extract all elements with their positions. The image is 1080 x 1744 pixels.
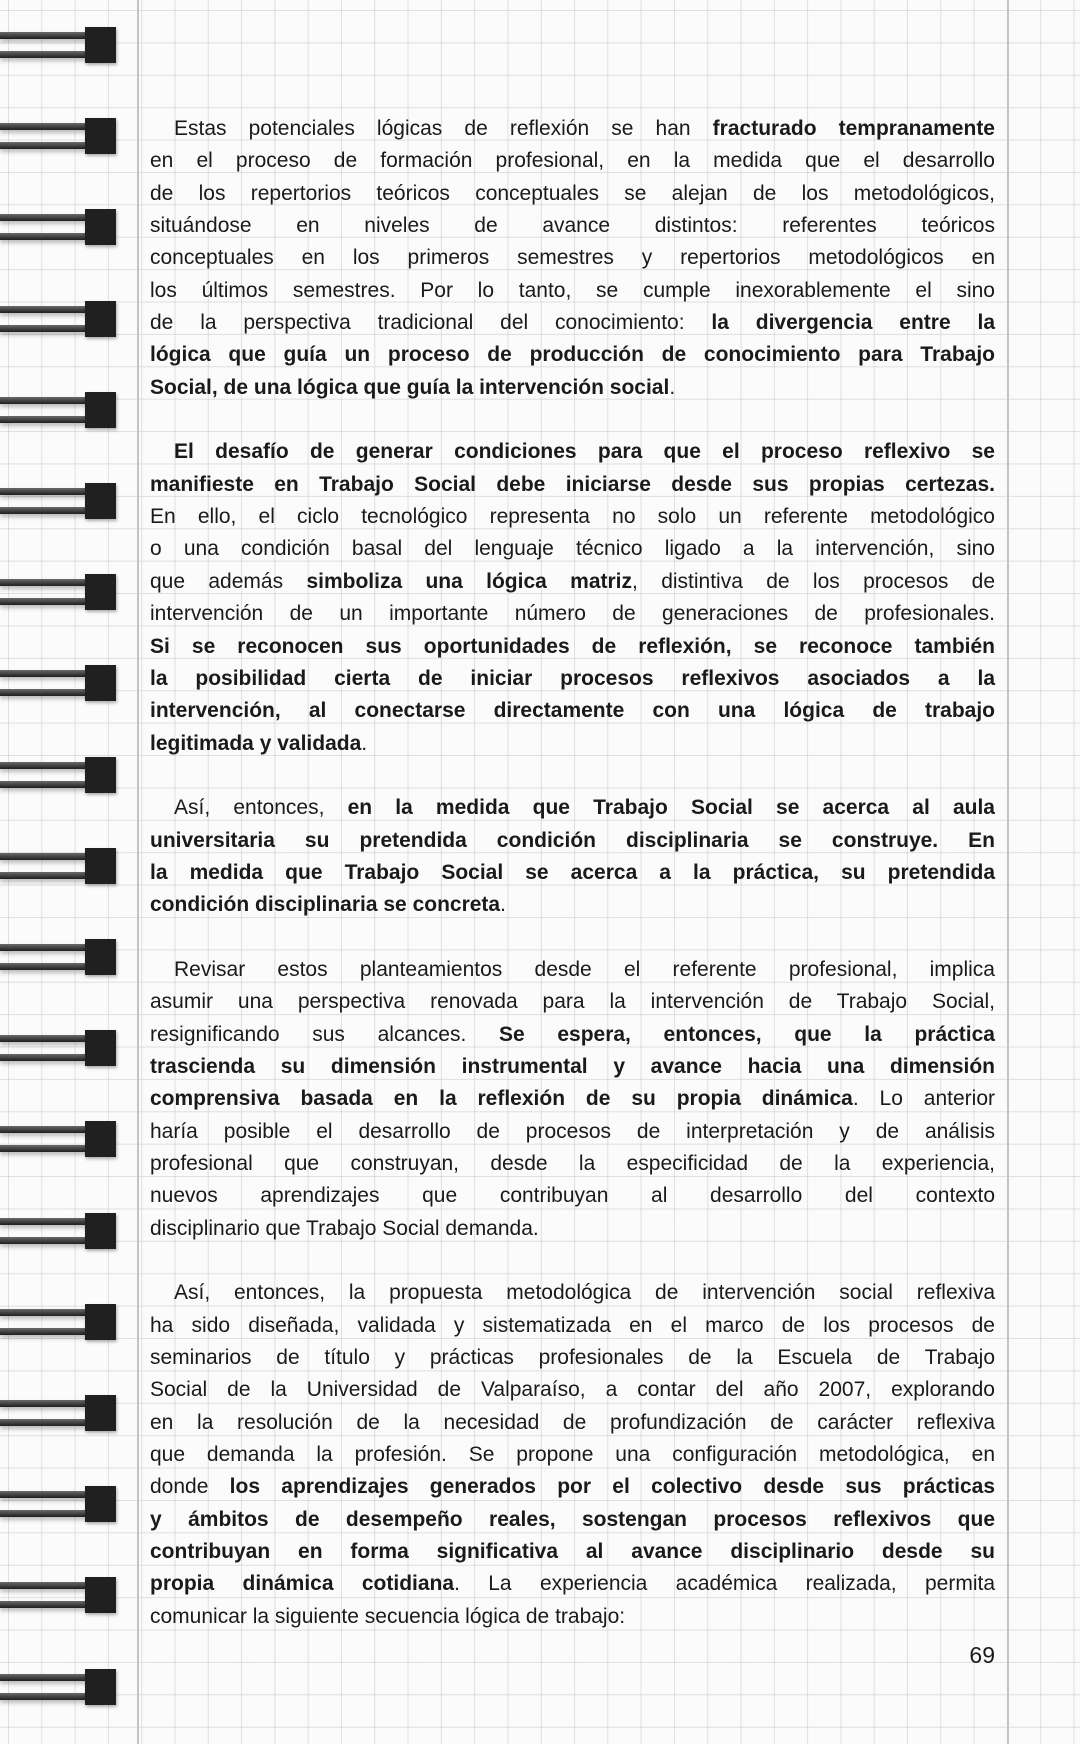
text: los últimos semestres. Por lo tanto, se cumple inexorablemente el sino bbox=[150, 278, 995, 302]
text: que además bbox=[150, 569, 307, 593]
spiral-ring bbox=[0, 117, 118, 157]
spiral-ring bbox=[0, 26, 118, 66]
text-line bbox=[150, 598, 995, 630]
text: . La experiencia académica realizada, permita bbox=[454, 1572, 995, 1596]
text-line bbox=[150, 178, 995, 210]
spiral-ring bbox=[0, 1394, 118, 1434]
text-line bbox=[150, 469, 995, 501]
bold-text: la divergencia entre la bbox=[711, 311, 995, 335]
text-line bbox=[150, 1568, 995, 1600]
bold-text: trascienda su dimensión instrumental y avance hacia una dimensión bbox=[150, 1054, 995, 1078]
text: ha sido diseñada, validada y sistematizada en el marco de los procesos de bbox=[150, 1313, 995, 1337]
spiral-ring bbox=[0, 1576, 118, 1616]
text-line bbox=[150, 986, 995, 1018]
spiral-ring bbox=[0, 573, 118, 613]
text: . Lo anterior bbox=[852, 1087, 995, 1111]
text: comunicar la siguiente secuencia lógica de trabajo: bbox=[150, 1604, 626, 1628]
text: disciplinario que Trabajo Social demanda. bbox=[150, 1216, 539, 1240]
text-line bbox=[150, 663, 995, 695]
text: . bbox=[669, 375, 676, 399]
text: intervención de un importante número de generaciones de profesionales. bbox=[150, 602, 995, 626]
text: donde bbox=[150, 1475, 230, 1499]
text-line bbox=[150, 1083, 995, 1115]
spiral-ring bbox=[0, 1485, 118, 1525]
text: en la resolución de la necesidad de profundización de carácter reflexiva bbox=[150, 1410, 995, 1434]
text-line bbox=[150, 1374, 995, 1406]
text: de los repertorios teóricos conceptuales se alejan de los metodológicos, bbox=[150, 181, 995, 205]
text-line bbox=[150, 1504, 995, 1536]
bold-text: fracturado tempranamente bbox=[712, 117, 995, 140]
text: nuevos aprendizajes que contribuyan al desarrollo del contexto bbox=[150, 1184, 995, 1208]
spiral-ring bbox=[0, 300, 118, 340]
text-line bbox=[150, 113, 995, 145]
bold-text: Si se reconocen sus oportunidades de reflexión, se reconoce también bbox=[150, 634, 995, 658]
spiral-ring bbox=[0, 482, 118, 522]
bold-text: legitimada y validada bbox=[150, 731, 362, 755]
text-line bbox=[150, 1051, 995, 1083]
text-line bbox=[150, 210, 995, 242]
bold-text: condición disciplinaria se concreta bbox=[150, 893, 501, 917]
bold-text: la medida que Trabajo Social se acerca a la práctica, su pretendida bbox=[150, 860, 995, 884]
paragraph-gap bbox=[150, 760, 995, 792]
spiral-ring bbox=[0, 1029, 118, 1069]
text: Así, entonces, bbox=[174, 796, 348, 820]
text-line bbox=[150, 275, 995, 307]
text-line bbox=[150, 792, 995, 824]
text: Revisar estos planteamientos desde el referente profesional, implica bbox=[174, 957, 995, 981]
text: , distintiva de los procesos de bbox=[632, 569, 996, 593]
text-line bbox=[150, 1277, 995, 1309]
text-line bbox=[150, 372, 995, 404]
text: conceptuales en los primeros semestres y repertorios metodológicos en bbox=[150, 246, 995, 270]
text-line bbox=[150, 1471, 995, 1503]
bold-text: comprensiva basada en la reflexión de su propia dinámica bbox=[150, 1087, 853, 1111]
spiral-ring bbox=[0, 756, 118, 796]
text-line bbox=[150, 1601, 995, 1633]
left-margin-line bbox=[137, 0, 139, 1744]
spiral-ring bbox=[0, 938, 118, 978]
text-line bbox=[150, 1180, 995, 1212]
text-line bbox=[150, 889, 995, 921]
spiral-ring bbox=[0, 1120, 118, 1160]
paragraph-gap bbox=[150, 1245, 995, 1277]
text: . bbox=[361, 731, 368, 755]
text: Social de la Universidad de Valparaíso, a contar del año 2007, explorando bbox=[150, 1378, 995, 1402]
text: o una condición basal del lenguaje técnico ligado a la intervención, sino bbox=[150, 537, 995, 561]
spiral-ring bbox=[0, 391, 118, 431]
text-line bbox=[150, 501, 995, 533]
text: . bbox=[500, 893, 506, 917]
spiral-ring bbox=[0, 208, 118, 248]
text-line bbox=[150, 1213, 995, 1245]
body-text bbox=[150, 113, 995, 1633]
text: profesional que construyan, desde la especificidad de la experiencia, bbox=[150, 1152, 995, 1175]
text-line bbox=[150, 1407, 995, 1439]
text-line bbox=[150, 339, 995, 371]
text-line bbox=[150, 242, 995, 274]
text: Estas potenciales lógicas de reflexión se han bbox=[174, 117, 713, 140]
spiral-ring bbox=[0, 1212, 118, 1252]
text: de la perspectiva tradicional del conocimiento: bbox=[150, 311, 712, 335]
bold-text: en la medida que Trabajo Social se acerca al aula bbox=[347, 796, 995, 820]
paragraph-gap bbox=[150, 922, 995, 954]
text-line bbox=[150, 1536, 995, 1568]
paragraph-gap bbox=[150, 404, 995, 436]
text: seminarios de título y prácticas profesionales de la Escuela de Trabajo bbox=[150, 1346, 995, 1370]
bold-text: intervención, al conectarse directamente con una lógica de trabajo bbox=[150, 699, 995, 723]
text-line bbox=[150, 566, 995, 598]
spiral-ring bbox=[0, 1303, 118, 1343]
text: En ello, el ciclo tecnológico representa no solo un referente metodológico bbox=[150, 505, 995, 529]
bold-text: simboliza una lógica matriz bbox=[306, 569, 633, 593]
bold-text: y ámbitos de desempeño reales, sostengan procesos reflexivos que bbox=[150, 1507, 995, 1531]
text-line bbox=[150, 728, 995, 760]
spiral-ring bbox=[0, 1668, 118, 1708]
bold-text: El desafío de generar condiciones para que el proceso reflexivo se bbox=[174, 440, 995, 464]
text-line bbox=[150, 1148, 995, 1180]
text-line bbox=[150, 307, 995, 339]
text-line bbox=[150, 436, 995, 468]
text-line bbox=[150, 533, 995, 565]
text: situándose en niveles de avance distintos: referentes teóricos bbox=[150, 214, 995, 238]
text: haría posible el desarrollo de procesos de interpretación y de análisis bbox=[150, 1119, 995, 1143]
text-line bbox=[150, 1439, 995, 1471]
text-line bbox=[150, 954, 995, 986]
right-margin-line bbox=[1007, 0, 1009, 1744]
text-line bbox=[150, 825, 995, 857]
page-number: 69 bbox=[969, 1642, 995, 1668]
bold-text: propia dinámica cotidiana bbox=[150, 1572, 455, 1596]
bold-text: la posibilidad cierta de iniciar procesos reflexivos asociados a la bbox=[150, 666, 995, 690]
text: resignificando sus alcances. bbox=[150, 1022, 499, 1046]
spiral-ring bbox=[0, 847, 118, 887]
bold-text: manifieste en Trabajo Social debe iniciarse desde sus propias certezas. bbox=[150, 472, 995, 496]
text-line bbox=[150, 1019, 995, 1051]
text: en el proceso de formación profesional, en la medida que el desarrollo bbox=[150, 149, 995, 173]
text-line bbox=[150, 631, 995, 663]
bold-text: contribuyan en forma significativa al avance disciplinario desde su bbox=[150, 1540, 995, 1564]
text-line bbox=[150, 857, 995, 889]
bold-text: universitaria su pretendida condición disciplinaria se construye. En bbox=[150, 828, 995, 852]
text-line bbox=[150, 695, 995, 727]
text: asumir una perspectiva renovada para la intervención de Trabajo Social, bbox=[150, 990, 995, 1014]
text-line bbox=[150, 1116, 995, 1148]
bold-text: lógica que guía un proceso de producción de conocimiento para Trabajo bbox=[150, 343, 995, 367]
text: que demanda la profesión. Se propone una configuración metodológica, en bbox=[150, 1443, 995, 1467]
text-line bbox=[150, 1342, 995, 1374]
text: Así, entonces, la propuesta metodológica de intervención social reflexiva bbox=[174, 1281, 995, 1305]
bold-text: los aprendizajes generados por el colectivo desde sus prácticas bbox=[229, 1475, 996, 1499]
text-line bbox=[150, 1310, 995, 1342]
bold-text: Social, de una lógica que guía la intervención social bbox=[150, 375, 670, 399]
bold-text: Se espera, entonces, que la práctica bbox=[498, 1022, 995, 1046]
spiral-ring bbox=[0, 664, 118, 704]
text-line bbox=[150, 145, 995, 177]
